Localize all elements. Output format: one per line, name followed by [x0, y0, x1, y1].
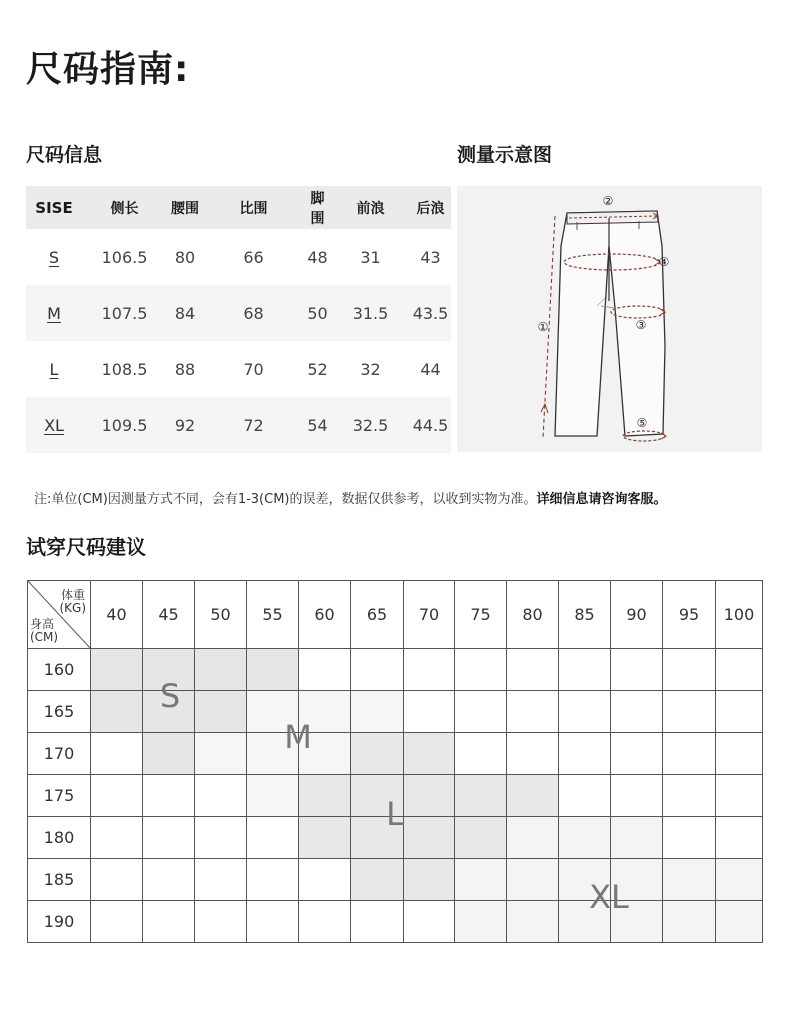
col-header: 后浪	[410, 186, 451, 229]
grid-cell	[716, 901, 763, 943]
col-header: 侧长	[82, 186, 167, 229]
col-header: 比围	[203, 186, 304, 229]
pants-illustration	[457, 186, 762, 452]
grid-cell	[195, 775, 247, 817]
grid-cell	[91, 691, 143, 733]
table-cell: 32	[360, 359, 381, 379]
weight-header: 85	[559, 581, 611, 649]
height-header: 190	[28, 901, 91, 943]
height-unit: (CM)	[30, 630, 59, 644]
grid-cell	[247, 775, 299, 817]
size-name: XL	[26, 397, 82, 453]
grid-cell	[91, 817, 143, 859]
zone-label-xl: XL	[589, 878, 629, 916]
weight-header: 95	[663, 581, 716, 649]
grid-corner	[28, 581, 91, 649]
table-cell: 32.5	[331, 397, 410, 453]
grid-cell	[663, 901, 716, 943]
try-on-heading: 试穿尺码建议	[26, 535, 146, 559]
grid-cell	[716, 733, 763, 775]
grid-cell	[351, 691, 404, 733]
grid-cell	[611, 817, 663, 859]
grid-cell	[404, 649, 455, 691]
grid-cell	[247, 649, 299, 691]
grid-cell	[195, 733, 247, 775]
weight-header: 45	[143, 581, 195, 649]
grid-cell	[507, 859, 559, 901]
weight-label: 体重	[60, 588, 85, 602]
size-name: S	[48, 247, 60, 267]
grid-cell	[404, 901, 455, 943]
grid-cell	[559, 691, 611, 733]
grid-cell	[247, 901, 299, 943]
weight-header-row	[28, 581, 763, 649]
grid-cell	[663, 733, 716, 775]
table-cell: 52	[307, 359, 328, 379]
grid-cell	[455, 775, 507, 817]
grid-cell	[143, 817, 195, 859]
note-bold: 详细信息请咨询客服。	[536, 492, 667, 507]
grid-cell	[195, 649, 247, 691]
grid-cell	[455, 733, 507, 775]
table-row	[26, 285, 451, 341]
grid-cell	[663, 859, 716, 901]
grid-cell	[299, 859, 351, 901]
table-cell: 43	[420, 247, 441, 267]
grid-cell	[91, 649, 143, 691]
grid-cell	[195, 859, 247, 901]
try-on-grid	[27, 580, 762, 942]
table-cell: 92	[167, 397, 203, 453]
grid-cell	[195, 901, 247, 943]
table-cell: 84	[167, 285, 203, 341]
grid-cell	[455, 649, 507, 691]
grid-cell	[663, 775, 716, 817]
grid-cell	[611, 775, 663, 817]
table-cell: 44	[420, 359, 441, 379]
height-row	[28, 649, 763, 691]
measurement-diagram	[457, 186, 762, 452]
grid-cell	[455, 817, 507, 859]
col-header: SISE	[26, 186, 82, 229]
table-cell: 68	[203, 285, 304, 341]
grid-cell	[91, 901, 143, 943]
size-info-table	[26, 186, 451, 453]
grid-cell	[507, 691, 559, 733]
grid-cell	[404, 691, 455, 733]
weight-header: 65	[351, 581, 404, 649]
grid-cell	[247, 859, 299, 901]
grid-cell	[91, 733, 143, 775]
grid-cell	[404, 817, 455, 859]
table-cell: 31	[360, 247, 381, 267]
grid-cell	[404, 775, 455, 817]
table-cell: 88	[174, 359, 196, 379]
marker-2: ②	[602, 194, 614, 208]
table-cell: 106.5	[101, 247, 148, 267]
grid-cell	[559, 733, 611, 775]
measurement-note	[34, 488, 667, 507]
note-text: 注:单位(CM)因测量方式不同，会有1-3(CM)的误差，数据仅供参考，以收到实物为准。	[34, 492, 537, 507]
marker-5: ⑤	[636, 416, 648, 430]
zone-label-l: L	[386, 795, 404, 833]
weight-header: 90	[611, 581, 663, 649]
table-row	[26, 229, 451, 285]
height-label: 身高	[30, 617, 55, 631]
table-row	[26, 341, 451, 397]
grid-cell	[507, 649, 559, 691]
table-cell: 43.5	[410, 285, 451, 341]
grid-cell	[716, 691, 763, 733]
weight-header: 40	[91, 581, 143, 649]
grid-cell	[716, 649, 763, 691]
marker-4: ④	[658, 255, 670, 269]
grid-cell	[455, 859, 507, 901]
weight-header: 60	[299, 581, 351, 649]
grid-cell	[351, 733, 404, 775]
grid-cell	[507, 817, 559, 859]
table-cell: 48	[307, 247, 328, 267]
grid-cell	[507, 733, 559, 775]
weight-header: 75	[455, 581, 507, 649]
size-name: L	[49, 359, 59, 379]
height-row	[28, 691, 763, 733]
weight-header: 100	[716, 581, 763, 649]
try-on-table	[27, 580, 763, 943]
grid-cell	[247, 817, 299, 859]
grid-cell	[455, 901, 507, 943]
grid-cell	[351, 859, 404, 901]
size-info-heading: 尺码信息	[26, 144, 103, 166]
weight-header: 80	[507, 581, 559, 649]
table-cell: 109.5	[82, 397, 167, 453]
table-cell: 80	[174, 247, 196, 267]
size-table-header	[26, 186, 451, 229]
grid-cell	[611, 691, 663, 733]
grid-cell	[143, 901, 195, 943]
table-row	[26, 397, 451, 453]
grid-cell	[611, 649, 663, 691]
weight-header: 70	[404, 581, 455, 649]
grid-cell	[559, 775, 611, 817]
weight-unit: (KG)	[59, 601, 86, 615]
col-header: 脚围	[304, 186, 331, 229]
grid-cell	[91, 775, 143, 817]
grid-cell	[351, 901, 404, 943]
height-header: 175	[28, 775, 91, 817]
page-title: 尺码指南:	[26, 49, 190, 90]
grid-cell	[611, 733, 663, 775]
grid-cell	[91, 859, 143, 901]
table-cell: 44.5	[410, 397, 451, 453]
height-header: 180	[28, 817, 91, 859]
table-cell: 54	[304, 397, 331, 453]
height-row	[28, 859, 763, 901]
grid-cell	[299, 901, 351, 943]
grid-cell	[507, 775, 559, 817]
table-cell: 72	[203, 397, 304, 453]
grid-cell	[559, 817, 611, 859]
height-header: 165	[28, 691, 91, 733]
grid-cell	[143, 733, 195, 775]
table-cell: 70	[243, 359, 264, 379]
diagram-heading: 测量示意图	[457, 144, 553, 166]
grid-cell	[351, 649, 404, 691]
table-cell: 66	[243, 247, 264, 267]
grid-cell	[716, 859, 763, 901]
grid-cell	[455, 691, 507, 733]
size-name: M	[26, 285, 82, 341]
grid-cell	[299, 649, 351, 691]
grid-cell	[195, 817, 247, 859]
marker-3: ③	[635, 318, 647, 332]
zone-label-s: S	[159, 677, 181, 715]
height-row	[28, 901, 763, 943]
grid-cell	[299, 817, 351, 859]
grid-cell	[143, 775, 195, 817]
grid-cell	[663, 817, 716, 859]
height-header: 170	[28, 733, 91, 775]
height-header: 160	[28, 649, 91, 691]
table-cell: 50	[304, 285, 331, 341]
grid-cell	[663, 649, 716, 691]
grid-cell	[716, 817, 763, 859]
table-cell: 107.5	[82, 285, 167, 341]
height-row	[28, 733, 763, 775]
table-cell: 108.5	[101, 359, 148, 379]
grid-cell	[195, 691, 247, 733]
grid-cell	[716, 775, 763, 817]
col-header: 前浪	[331, 186, 410, 229]
marker-1: ①	[537, 320, 549, 334]
grid-cell	[507, 901, 559, 943]
grid-cell	[663, 691, 716, 733]
weight-header: 55	[247, 581, 299, 649]
grid-cell	[404, 859, 455, 901]
height-header: 185	[28, 859, 91, 901]
zone-label-m: M	[284, 718, 312, 756]
col-header: 腰围	[167, 186, 203, 229]
weight-header: 50	[195, 581, 247, 649]
grid-cell	[559, 649, 611, 691]
grid-cell	[404, 733, 455, 775]
table-cell: 31.5	[331, 285, 410, 341]
grid-cell	[143, 859, 195, 901]
grid-cell	[299, 775, 351, 817]
